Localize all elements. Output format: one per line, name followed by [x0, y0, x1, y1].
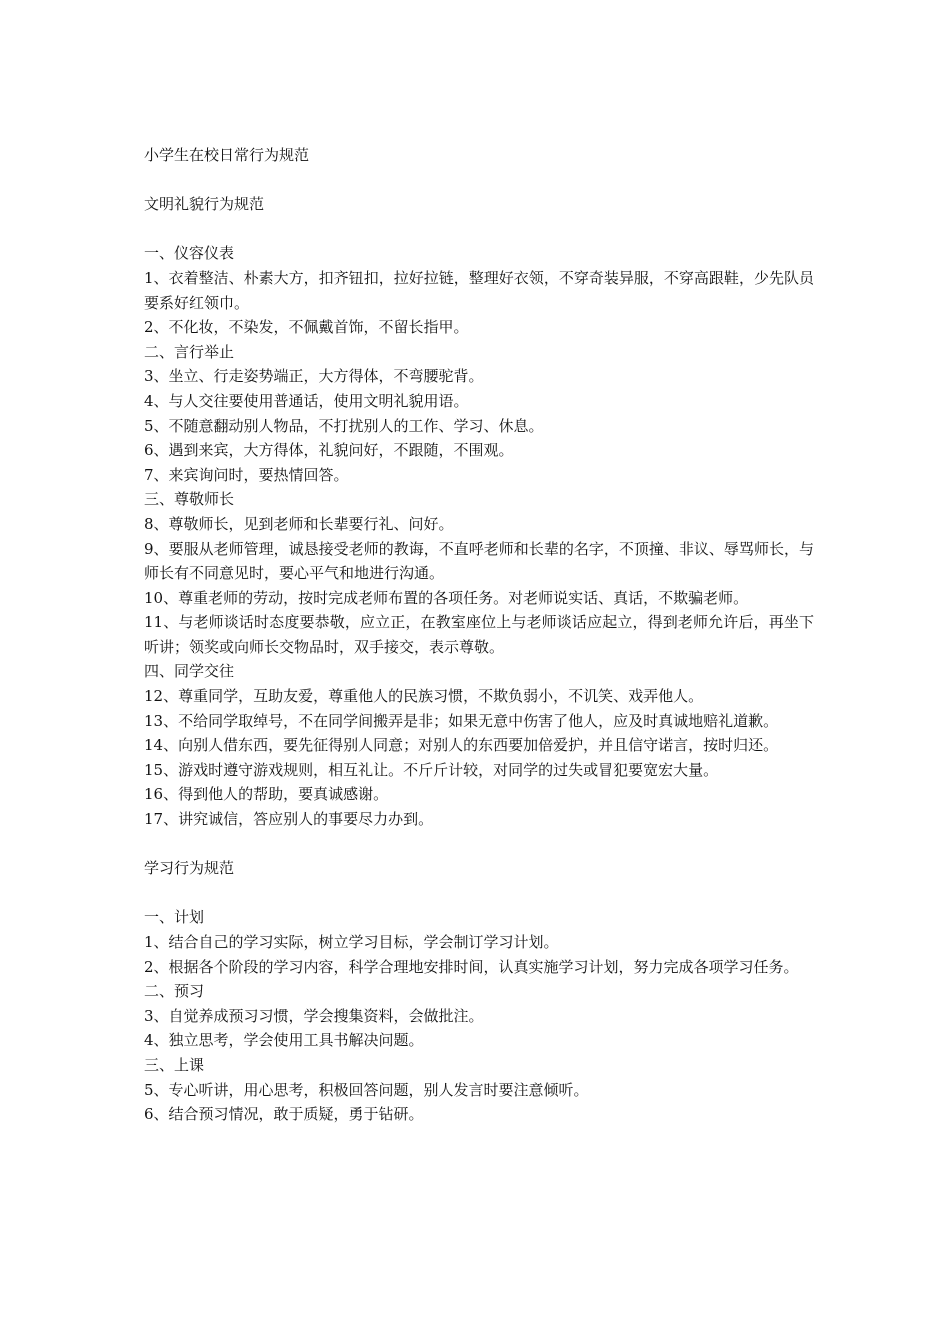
- group-heading: 一、仪容仪表: [144, 244, 235, 263]
- rule-item: 17、讲究诚信，答应别人的事要尽力办到。: [144, 810, 434, 829]
- document-title: 小学生在校日常行为规范: [144, 146, 310, 164]
- rule-item: 2、不化妆，不染发，不佩戴首饰，不留长指甲。: [144, 318, 469, 337]
- rule-item: 11、与老师谈话时态度要恭敬，应立正，在教室座位上与老师谈话应起立，得到老师允许后，再坐下听讲；领奖或向师长交物品时，双手接交，表示尊敬。: [144, 613, 814, 656]
- group-heading: 三、尊敬师长: [144, 490, 235, 509]
- rule-item: 12、尊重同学，互助友爱，尊重他人的民族习惯，不欺负弱小，不讥笑、戏弄他人。: [144, 687, 704, 706]
- rule-item: 13、不给同学取绰号，不在同学间搬弄是非；如果无意中伤害了他人，应及时真诚地赔礼道歉。: [144, 711, 779, 730]
- rule-item: 5、不随意翻动别人物品，不打扰别人的工作、学习、休息。: [144, 416, 544, 435]
- group-heading: 一、计划: [144, 908, 205, 927]
- rule-item: 6、遇到来宾，大方得体，礼貌问好，不跟随，不围观。: [144, 441, 514, 460]
- rule-item: 7、来宾询问时，要热情回答。: [144, 465, 349, 484]
- rule-item: 8、尊敬师长，见到老师和长辈要行礼、问好。: [144, 514, 454, 533]
- rule-item: 6、结合预习情况，敢于质疑，勇于钻研。: [144, 1105, 424, 1124]
- rule-item: 15、游戏时遵守游戏规则，相互礼让。不斤斤计较，对同学的过失或冒犯要宽宏大量。: [144, 760, 719, 779]
- group-heading: 四、同学交往: [144, 662, 235, 681]
- rule-item: 9、要服从老师管理，诚恳接受老师的教诲，不直呼老师和长辈的名字，不顶撞、非议、辱骂师长，与师长有不同意见时，要心平气和地进行沟通。: [144, 539, 814, 583]
- rule-item: 4、与人交往要使用普通话，使用文明礼貌用语。: [144, 391, 469, 410]
- rule-item: 10、尊重老师的劳动，按时完成老师布置的各项任务。对老师说实话、真话，不欺骗老师。: [144, 588, 749, 607]
- rule-item: 3、自觉养成预习习惯，学会搜集资料，会做批注。: [144, 1006, 484, 1025]
- rule-item: 5、专心听讲，用心思考，积极回答问题，别人发言时要注意倾听。: [144, 1080, 589, 1099]
- rule-item: 16、得到他人的帮助，要真诚感谢。: [144, 785, 389, 804]
- spacer: [144, 168, 814, 193]
- spacer: [144, 217, 814, 242]
- rule-item: 1、衣着整洁、朴素大方，扣齐钮扣，拉好拉链，整理好衣领，不穿奇装异服，不穿高跟鞋，少先队员要系好红领巾。: [144, 268, 814, 312]
- group-heading: 三、上课: [144, 1055, 205, 1074]
- section-heading-etiquette: 文明礼貌行为规范: [144, 195, 265, 214]
- rule-item: 4、独立思考，学会使用工具书解决问题。: [144, 1031, 424, 1050]
- group-heading: 二、预习: [144, 982, 205, 1001]
- group-heading: 二、言行举止: [144, 342, 235, 361]
- document-body: [144, 143, 814, 1127]
- spacer: [144, 881, 814, 906]
- rule-item: 14、向别人借东西，要先征得别人同意；对别人的东西要加倍爱护，并且信守诺言，按时归还。: [144, 736, 779, 755]
- spacer: [144, 832, 814, 857]
- rule-item: 2、根据各个阶段的学习内容，科学合理地安排时间，认真实施学习计划，努力完成各项学习任务。: [144, 957, 799, 976]
- section-heading-study: 学习行为规范: [144, 859, 235, 878]
- rule-item: 1、结合自己的学习实际，树立学习目标，学会制订学习计划。: [144, 933, 559, 951]
- rule-item: 3、坐立、行走姿势端正，大方得体，不弯腰驼背。: [144, 367, 484, 386]
